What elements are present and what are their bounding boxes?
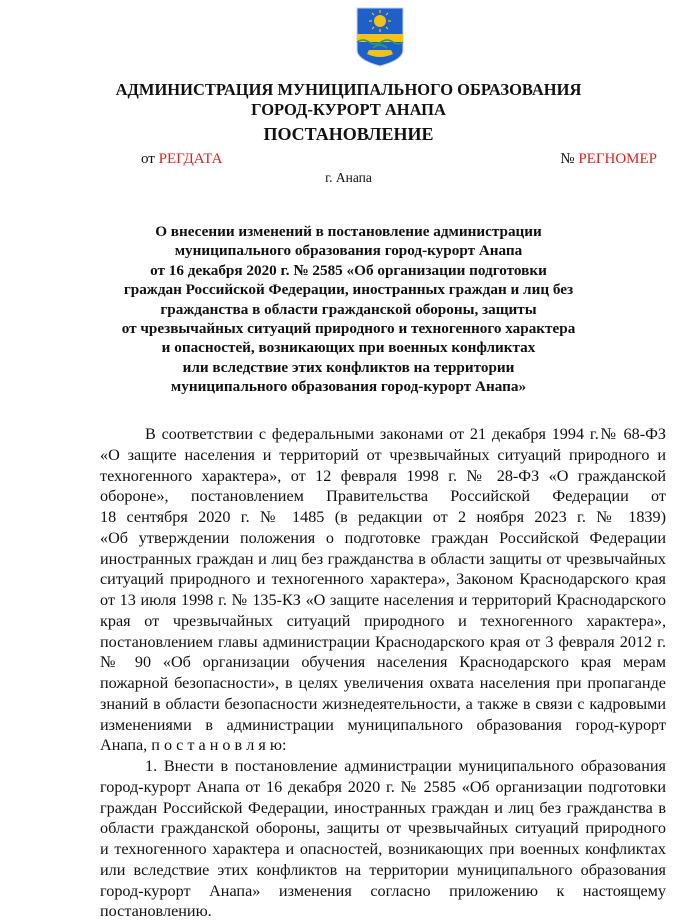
- body-line: «Об утверждении положения о подготовке граждан Российской Федерации: [100, 528, 666, 547]
- body-line: края от чрезвычайных ситуаций природного и техногенного характера»,: [100, 611, 666, 630]
- body-line: обороне», постановлением Правительства Российской Федерации от: [100, 487, 666, 506]
- number-placeholder: РЕГНОМЕР: [578, 151, 657, 167]
- coat-of-arms-emblem: [355, 6, 405, 68]
- body-line: В соответствии с федеральными законами от 21 декабря 1994 г.№ 68-ФЗ: [145, 425, 666, 443]
- body-line: области гражданской обороны, защиты от чрезвычайных ситуаций природного: [100, 819, 666, 838]
- title-line: муниципального образования город-курорт Анапа»: [170, 378, 527, 396]
- body-line: 1. Внести в постановление администрации муниципального образования: [145, 757, 666, 775]
- title-line: муниципального образования город-курорт Анапа: [174, 242, 523, 260]
- body-line: техногенного характера», от 12 февраля 1998 г. № 28-ФЗ «О гражданской: [100, 466, 666, 485]
- body-line: или вследствие этих конфликтов на территории муниципального образования: [100, 860, 666, 879]
- body-line: «О защите населения и территорий от чрезвычайных ситуаций природного и: [100, 445, 666, 464]
- title-line: или вследствие этих конфликтов на территории: [182, 358, 515, 376]
- document-body: [100, 424, 666, 922]
- body-line: постановлением главы администрации Краснодарского края от 3 февраля 2012 г.: [100, 632, 666, 651]
- title-line: граждан Российской Федерации, иностранных граждан и лиц без: [123, 281, 574, 299]
- title-line: и опасностей, возникающих при военных конфликтах: [161, 339, 536, 357]
- body-line: от 13 июля 1998 г. № 135-КЗ «О защите населения и территорий Краснодарского: [100, 591, 666, 609]
- body-line: пожарной безопасности», в целях увеличения охвата населения при пропаганде: [100, 674, 666, 692]
- registration-number: [560, 151, 657, 168]
- body-line: знаний в области безопасности жизнедеятельности, а также в связи с кадровыми: [100, 694, 666, 713]
- body-line: постановлению.: [100, 902, 212, 921]
- title-line: гражданства в области гражданской обороны, защиты: [160, 300, 537, 318]
- document-type: ПОСТАНОВЛЕНИЕ: [263, 124, 434, 144]
- body-line: город-курорт Анапа от 16 декабря 2020 г. № 2585 «Об организации подготовки: [100, 777, 666, 796]
- city: г. Анапа: [325, 170, 372, 185]
- title-line: от чрезвычайных ситуаций природного и техногенного характера: [121, 320, 576, 338]
- organization-name: [0, 80, 697, 120]
- title-line: от 16 декабря 2020 г. № 2585 «Об организации подготовки: [150, 261, 547, 279]
- body-line: Анапа, п о с т а н о в л я ю:: [100, 736, 287, 755]
- body-line: № 90 «Об организации обучения населения Краснодарского края мерам: [100, 653, 666, 672]
- title-line: О внесении изменений в постановление администрации: [155, 223, 542, 240]
- number-prefix: №: [560, 151, 575, 167]
- body-line: город-курорт Анапа» изменения согласно приложению к настоящему: [100, 881, 666, 900]
- body-line: 18 сентября 2020 г. № 1485 (в редакции от 2 ноября 2023 г. № 1839): [100, 508, 666, 526]
- body-line: и техногенного характера и опасностей, возникающих при военных конфликтах: [100, 840, 666, 858]
- org-line: АДМИНИСТРАЦИЯ МУНИЦИПАЛЬНОГО ОБРАЗОВАНИЯ: [115, 80, 582, 99]
- body-line: ситуаций природного и техногенного характера», Законом Краснодарского края: [100, 570, 666, 589]
- org-line: ГОРОД-КУРОРТ АНАПА: [251, 100, 446, 119]
- registration-date: [141, 151, 222, 168]
- document-title: [0, 222, 697, 397]
- body-line: изменениями в администрации муниципального образования город-курорт: [100, 715, 666, 734]
- body-line: иностранных граждан и лиц без гражданства в области защиты от чрезвычайных: [100, 549, 666, 568]
- date-prefix: от: [141, 151, 155, 167]
- body-line: граждан Российской Федерации, иностранных граждан и лиц без гражданства в: [100, 798, 666, 817]
- date-placeholder: РЕГДАТА: [158, 151, 223, 167]
